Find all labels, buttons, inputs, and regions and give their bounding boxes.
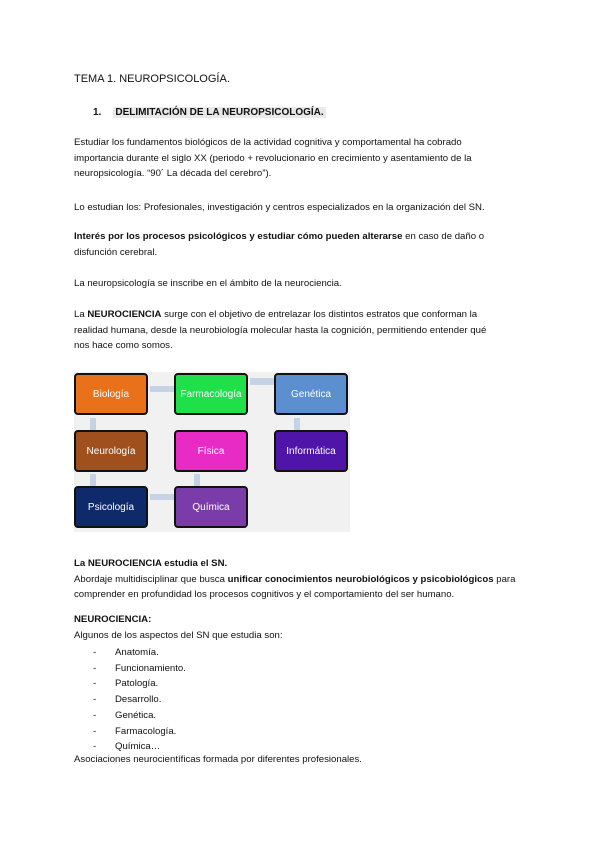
section-heading	[93, 107, 326, 118]
page-title: TEMA 1. NEUROPSICOLOGÍA.	[74, 73, 230, 85]
paragraph-aspectos	[74, 612, 534, 643]
box-label: Informática	[286, 445, 336, 457]
list-item-text: Química…	[115, 741, 161, 753]
list-dash: -	[93, 725, 97, 737]
list-item-text: Funcionamiento.	[115, 662, 186, 674]
connector	[250, 378, 276, 385]
list-item	[93, 708, 186, 724]
text-line: neuropsicología. “90´ La década del cerebro”).	[74, 168, 272, 179]
bold-text: NEUROCIENCIA:	[74, 614, 152, 625]
box-label: Genética	[290, 388, 332, 400]
box-label: Biología	[92, 388, 130, 400]
box-label: Psicología	[87, 501, 135, 513]
box-informatica	[274, 430, 348, 472]
paragraph-who-studies: Lo estudian los: Profesionales, investigación y centros especializados en la organización del SN.	[74, 202, 485, 213]
text-line: nos hace como somos.	[74, 340, 173, 351]
list-dash: -	[93, 678, 97, 690]
list-item	[93, 724, 186, 740]
list-item-text: Genética.	[115, 709, 157, 721]
text-line: importancia durante el siglo XX (periodo + revolucionario en crecimiento y asentamiento de la	[74, 152, 472, 164]
box-label: Química	[192, 501, 230, 513]
list-dash: -	[93, 694, 97, 706]
list-item-text: Patología.	[115, 678, 159, 690]
disciplines-diagram	[74, 372, 350, 532]
text-run: en caso de daño o	[402, 231, 485, 242]
connector	[90, 418, 96, 430]
text-run: Abordaje multidisciplinar que busca	[74, 573, 228, 585]
aspects-list	[93, 645, 186, 755]
paragraph-interest	[74, 229, 534, 260]
box-label: Física	[197, 445, 225, 457]
bold-text: Interés por los procesos psicológicos y estudiar	[74, 231, 298, 242]
text-line: realidad humana, desde la neurobiología molecular hasta la cognición, permitiendo entender qué	[74, 324, 487, 336]
list-dash: -	[93, 647, 97, 658]
list-item	[93, 739, 186, 755]
text-line	[74, 229, 534, 245]
text-run: para	[493, 573, 516, 585]
box-genetica	[274, 373, 348, 415]
list-item	[93, 661, 186, 677]
text-line: disfunción cerebral.	[74, 246, 158, 258]
box-label: Neurología	[86, 445, 136, 457]
list-item-text: Desarrollo.	[115, 694, 162, 706]
box-neurologia	[74, 430, 148, 472]
list-item	[93, 692, 186, 708]
text-run: La	[74, 309, 88, 320]
section-label: DELIMITACIÓN DE LA NEUROPSICOLOGÍA.	[115, 107, 324, 118]
text-run: surge con el objetivo de entrelazar los distintos estratos que conforman la	[161, 309, 478, 320]
bold-text: NEUROCIENCIA	[87, 309, 162, 320]
list-item-text: Anatomía.	[115, 647, 159, 658]
list-item	[93, 645, 186, 661]
box-psicologia	[74, 486, 148, 528]
box-label: Farmacología	[180, 388, 242, 400]
box-biologia	[74, 373, 148, 415]
connector	[150, 386, 176, 392]
text-line	[74, 307, 534, 323]
paragraph-estudia-sn	[74, 556, 534, 603]
box-fisica	[174, 430, 248, 472]
list-dash: -	[93, 662, 97, 674]
paragraph-intro	[74, 135, 534, 182]
box-quimica	[174, 486, 248, 528]
connector	[150, 494, 176, 500]
bold-text: cómo pueden alterarse	[297, 231, 403, 242]
list-item-text: Farmacología.	[115, 725, 177, 737]
text-line	[74, 572, 534, 588]
list-dash: -	[93, 741, 97, 753]
paragraph-scope: La neuropsicología se inscribe en el ámbito de la neurociencia.	[74, 278, 342, 289]
text-line: La NEUROCIENCIA estudia el SN.	[74, 558, 228, 569]
section-number: 1.	[93, 107, 102, 118]
connector	[294, 418, 300, 430]
paragraph-neurociencia	[74, 307, 534, 354]
text-line: Estudiar los fundamentos biológicos de la actividad cognitiva y comportamental ha cobrado	[74, 137, 462, 148]
text-line	[74, 612, 534, 628]
box-farmacologia	[174, 373, 248, 415]
text-line: Algunos de los aspectos del SN que estudia son:	[74, 629, 283, 641]
bold-text: unificar conocimientos neurobiológicos y psicobiológicos	[227, 573, 494, 585]
text-line: comprender en profundidad los procesos cognitivos y el comportamiento del ser humano.	[74, 589, 455, 600]
paragraph-asociaciones: Asociaciones neurocientíficas formada por diferentes profesionales.	[74, 754, 362, 765]
list-dash: -	[93, 709, 97, 721]
list-item	[93, 676, 186, 692]
